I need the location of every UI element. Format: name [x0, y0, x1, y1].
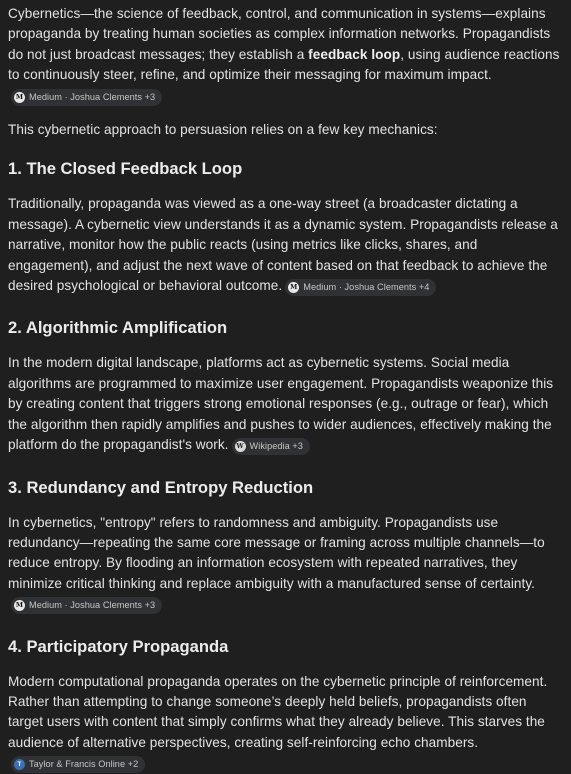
- source-chip[interactable]: [11, 597, 162, 614]
- section-heading: 1. The Closed Feedback Loop: [8, 159, 243, 179]
- section: [8, 477, 563, 615]
- taylor-francis-icon: T: [14, 759, 25, 770]
- intro-text-end: , using audience reactions to continuously steer, refine, and optimize their messaging for maximum impact.: [8, 46, 560, 83]
- source-chip-label: Medium · Joshua Clements +3: [29, 600, 156, 611]
- source-chip-label: Medium · Joshua Clements +3: [29, 91, 156, 102]
- intro-bold-term: feedback loop: [308, 46, 401, 62]
- section-heading: 4. Participatory Propaganda: [8, 636, 229, 656]
- section-body: [8, 672, 563, 774]
- section-body: [8, 194, 563, 296]
- intro-paragraph: [8, 4, 563, 106]
- source-chip[interactable]: [11, 89, 162, 106]
- source-chip-label: Wikipedia +3: [249, 441, 303, 452]
- source-chip-label: Medium · Joshua Clements +4: [303, 282, 430, 293]
- section-body: [8, 353, 563, 455]
- medium-icon: M: [15, 92, 24, 101]
- section-body-text: Traditionally, propaganda was viewed as a one-way street (a broadcaster dictating a message). A cybernetic view understands it as a dynamic system. Propagandists release a narrative, monitor how the public reacts (using metrics like clicks, shares, and engagement), and adjust the next wave of content based on that feedback to achieve the desired psychological or behavioral outcome.: [8, 196, 558, 294]
- medium-icon: M: [290, 283, 298, 292]
- section-body-text: In the modern digital landscape, platforms act as cybernetic systems. Social media algorithms are programmed to maximize user engagement. Propagandists weaponize this by creating content that triggers strong emotional responses (e.g., outrage or fear), which the algorithm then rapidly amplifies and pushes to wider audiences, effectively making the platform do the propagandist's work.: [8, 355, 554, 453]
- lead-paragraph: This cybernetic approach to persuasion relies on a few key mechanics:: [8, 122, 438, 138]
- wikipedia-icon: W: [236, 442, 244, 451]
- intro-text-start: Cybernetics—the science of feedback, control, and communication in systems—explains propaganda by treating human societies as complex information networks. Propagandists do not just broadcast messages; they establish a: [8, 6, 551, 62]
- section: [8, 317, 563, 455]
- section-body: [8, 513, 563, 615]
- source-chip[interactable]: [285, 279, 436, 296]
- medium-icon: M: [15, 601, 24, 610]
- section-heading: 2. Algorithmic Amplification: [8, 318, 228, 338]
- source-chip-label: Taylor & Francis Online +2: [29, 759, 139, 770]
- section-heading: 3. Redundancy and Entropy Reduction: [8, 477, 314, 497]
- section: [8, 636, 563, 774]
- source-chip[interactable]: [232, 438, 310, 455]
- section-body-text: Modern computational propaganda operates on the cybernetic principle of reinforcement. Rather than attempting to change someone’s deeply held beliefs, propagandists often target users with content that simply confirms what they already believe. This starves the audience of alternative perspectives, creating self-reinforcing echo chambers.: [8, 673, 548, 750]
- section-body-text: In cybernetics, "entropy" refers to randomness and ambiguity. Propagandists use redundancy—repeating the same core message or framing across multiple channels—to reduce entropy. By flooding an information ecosystem with repeated narratives, they minimize critical thinking and replace ambiguity with a manufactured sense of certainty.: [8, 514, 545, 591]
- section: [8, 158, 563, 296]
